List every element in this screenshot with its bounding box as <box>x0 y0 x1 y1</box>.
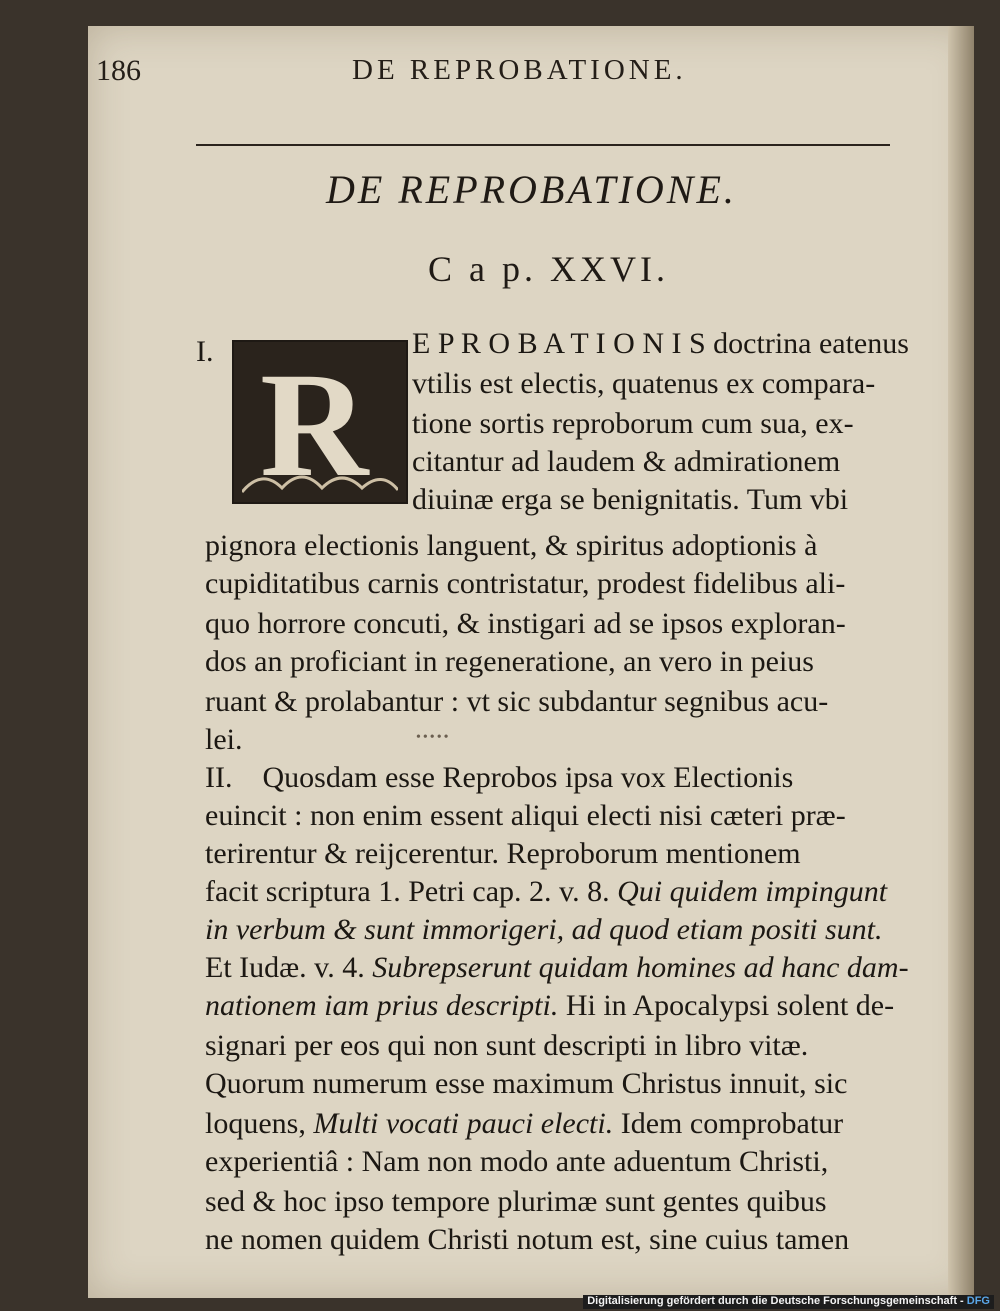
header-rule <box>196 144 890 146</box>
small-ornament: ••••• <box>416 730 451 745</box>
body-line <box>205 950 909 986</box>
body-line: euincit : non enim essent aliqui electi nisi cæteri præ- <box>205 799 846 832</box>
body-line <box>205 874 887 910</box>
body-line: cupiditatibus carnis contristatur, prodest fidelibus ali- <box>205 567 846 600</box>
body-line: ruant & prolabantur : vt sic subdantur segnibus acu- <box>205 685 829 718</box>
body-line: E P R O B A T I O N I S doctrina eatenus <box>412 327 909 360</box>
quotation: Qui quidem impingunt <box>617 875 888 908</box>
body-line: diuinæ erga se benignitatis. Tum vbi <box>412 483 849 516</box>
body-line: citantur ad laudem & admirationem <box>412 445 841 478</box>
drop-cap <box>232 340 408 508</box>
section-number: I. <box>196 335 214 368</box>
body-text: facit scriptura 1. Petri cap. 2. v. 8. <box>205 875 618 908</box>
body-text: Idem comprobatur <box>613 1107 844 1140</box>
quotation: Subrepserunt quidam homines ad hanc dam- <box>372 951 909 984</box>
quotation: Multi vocati pauci electi. <box>313 1107 614 1140</box>
running-title: DE REPROBATIONE. <box>352 54 687 86</box>
body-line: dos an proficiant in regeneratione, an vero in peius <box>205 645 814 678</box>
body-line <box>205 988 894 1024</box>
body-line: tione sortis reproborum cum sua, ex- <box>412 407 854 440</box>
body-text: loquens, <box>205 1107 314 1140</box>
body-line: experientiâ : Nam non modo ante aduentum Christi, <box>205 1145 829 1178</box>
body-line <box>205 760 793 796</box>
page-gutter <box>948 26 974 1298</box>
section-number: II. <box>205 761 233 794</box>
body-line: quo horrore concuti, & instigari ad se ipsos exploran- <box>205 607 846 640</box>
running-head <box>96 54 816 98</box>
page-number: 186 <box>96 54 141 87</box>
dfg-logo: DFG <box>966 1295 990 1307</box>
body-text: Quosdam esse Reprobos ipsa vox Electionis <box>262 761 794 794</box>
body-line: Quorum numerum esse maximum Christus innuit, sic <box>205 1067 848 1100</box>
digitization-credit <box>583 1295 994 1309</box>
body-line: terirentur & reijcerentur. Reproborum mentionem <box>205 837 801 870</box>
credit-text: Digitalisierung gefördert durch die Deutsche Forschungsgemeinschaft - <box>587 1295 967 1307</box>
body-text: Hi in Apocalypsi solent de- <box>558 989 895 1022</box>
body-line: ne nomen quidem Christi notum est, sine cuius tamen <box>205 1223 850 1256</box>
quotation: in verbum & sunt immorigeri, ad quod etiam positi sunt. <box>205 913 883 946</box>
foliage-ornament <box>242 464 398 494</box>
body-line <box>205 1106 843 1142</box>
body-line: sed & hoc ipso tempore plurimæ sunt gentes quibus <box>205 1185 827 1218</box>
drop-cap-letter: R <box>260 342 369 508</box>
body-line: lei. <box>205 723 243 756</box>
chapter-number: C a p. XXVI. <box>428 249 669 289</box>
body-line: signari per eos qui non sunt descripti in libro vitæ. <box>205 1029 809 1062</box>
body-line: pignora electionis languent, & spiritus adoptionis à <box>205 529 818 562</box>
body-text: Et Iudæ. v. 4. <box>205 951 373 984</box>
quotation: nationem iam prius descripti. <box>205 989 559 1022</box>
body-line: vtilis est electis, quatenus ex compara- <box>412 367 876 400</box>
chapter-title: DE REPROBATIONE. <box>326 167 737 212</box>
